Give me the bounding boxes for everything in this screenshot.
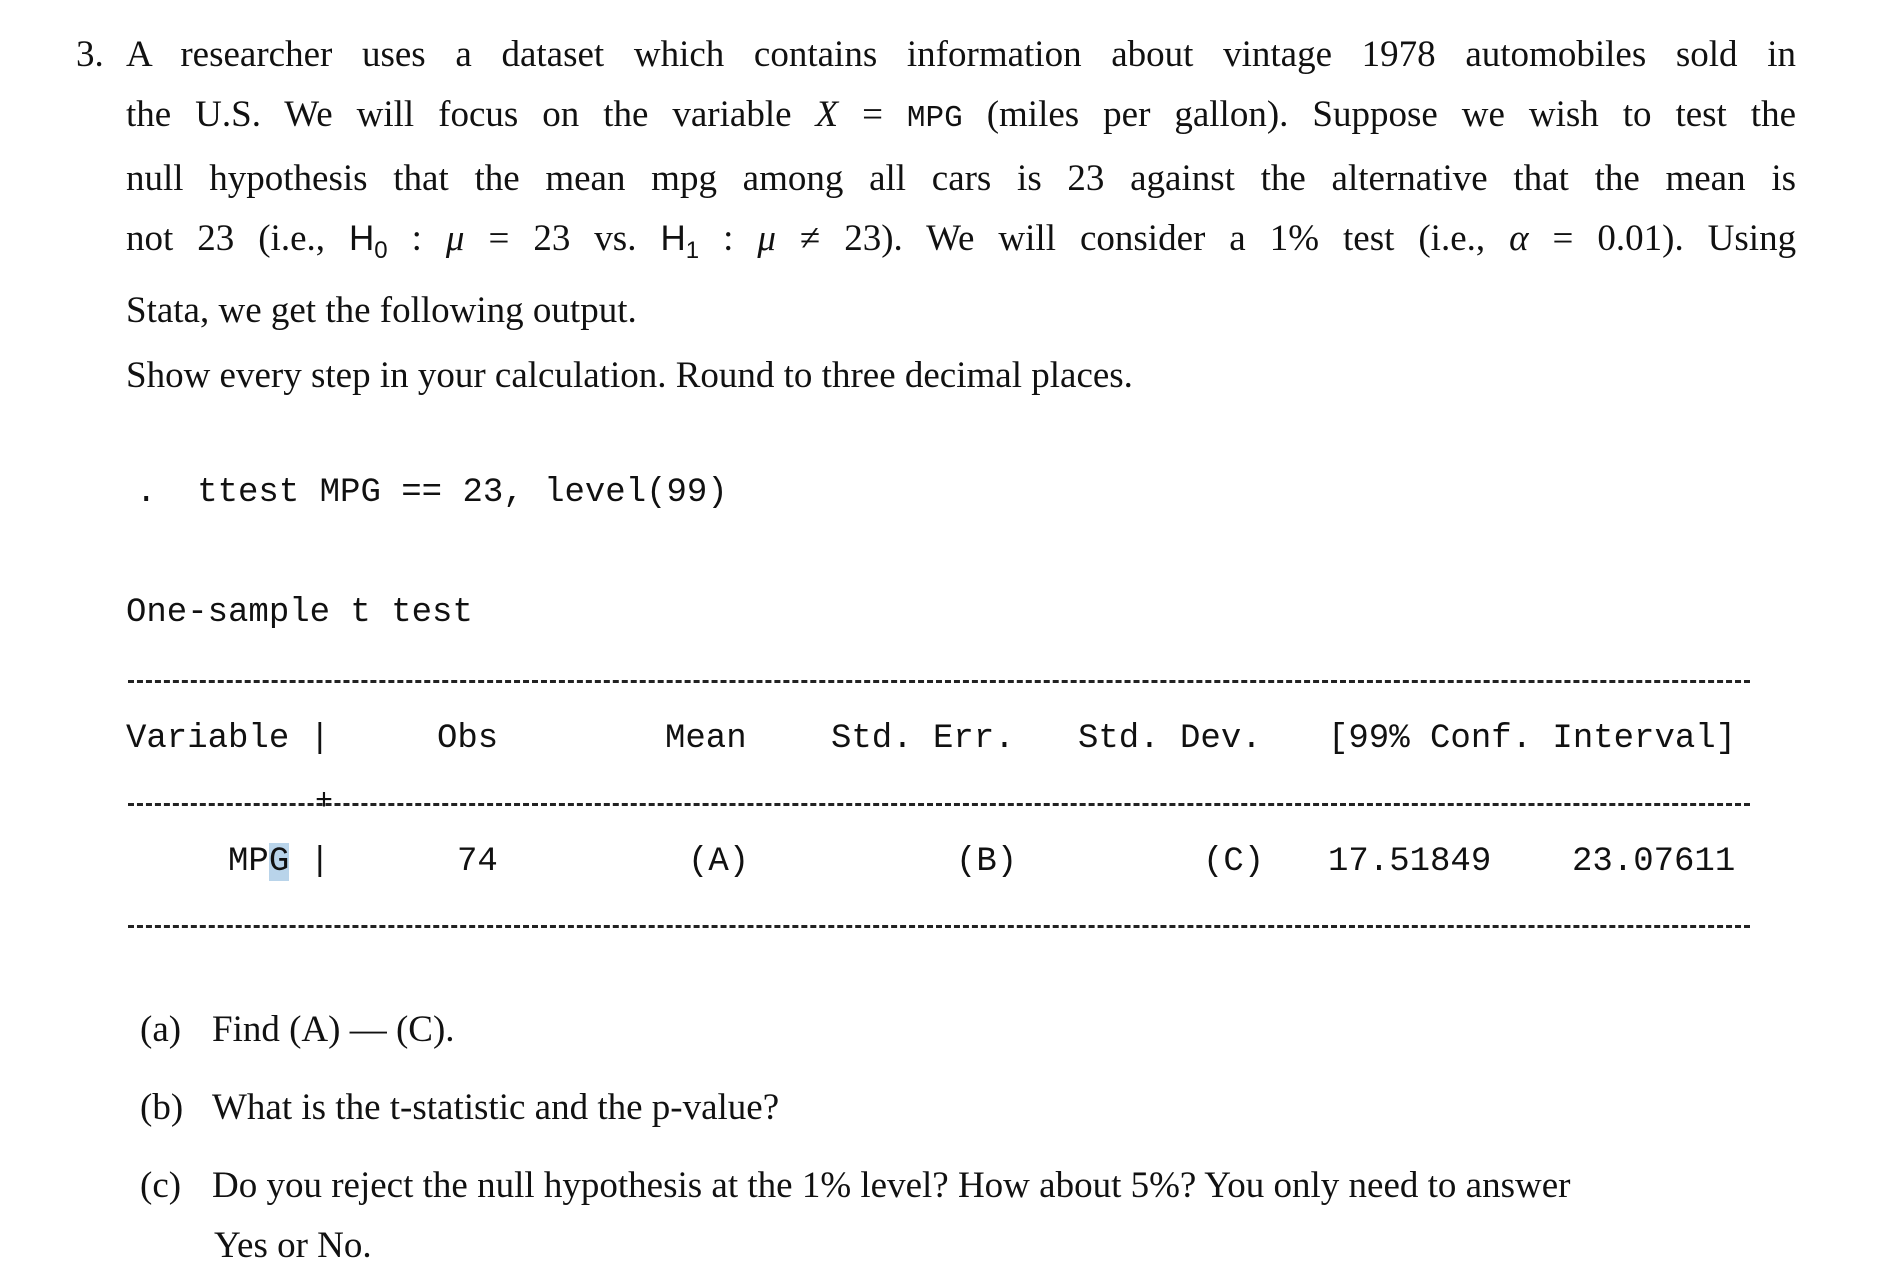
- question-c: [140, 1156, 1570, 1276]
- header-mean: Mean: [665, 720, 747, 758]
- problem-text: [126, 25, 1796, 341]
- row-ci-high: 23.07611: [1572, 843, 1736, 881]
- problem-number: 3.: [76, 34, 104, 75]
- table-rule-top: [128, 680, 1750, 683]
- problem-line-2: the U.S. We will focus on the variable X = MPG (miles per gallon). Suppose we wish to test the: [126, 94, 1797, 136]
- stata-prompt: .: [136, 474, 157, 512]
- header-std-err: Std. Err.: [831, 720, 1015, 758]
- math-variable-x: X: [815, 94, 839, 135]
- text-selection-highlight: G: [268, 843, 290, 881]
- question-a: [140, 1000, 455, 1060]
- question-label: (a): [140, 1009, 182, 1050]
- question-text: Do you reject the null hypothesis at the 1% level? How about 5%? You only need to answer: [212, 1165, 1571, 1206]
- problem-line-3: null hypothesis that the mean mpg among all cars is 23 against the alternative that the mean is: [126, 158, 1796, 199]
- question-b: [140, 1078, 779, 1138]
- question-label: (c): [140, 1165, 182, 1206]
- math-h1: $H_1$: [660, 219, 700, 264]
- header-conf-interval: [99% Conf. Interval]: [1328, 720, 1737, 758]
- header-std-dev: Std. Dev.: [1078, 720, 1262, 758]
- question-text: Find (A) — (C).: [212, 1009, 455, 1050]
- header-obs: Obs: [437, 720, 499, 758]
- row-std-err-blank: (B): [956, 843, 1018, 881]
- table-rule-junction: +: [315, 785, 334, 819]
- stata-command-text: ttest MPG == 23, level(99): [197, 474, 728, 512]
- problem-line-1: A researcher uses a dataset which contains information about vintage 1978 automobiles sold in: [126, 34, 1796, 75]
- row-std-dev-blank: (C): [1203, 843, 1265, 881]
- math-alpha: α: [1509, 218, 1529, 259]
- table-rule-bottom: [128, 925, 1750, 928]
- row-variable: MPG |: [228, 843, 331, 881]
- row-mean-blank: (A): [688, 843, 750, 881]
- table-rule-middle: [128, 803, 1750, 806]
- math-equals: =: [862, 94, 883, 135]
- instruction-text: Show every step in your calculation. Round to three decimal places.: [126, 355, 1133, 396]
- problem-line-4: not 23 (i.e., $H_0$ : μ = 23 vs. $H_1$ : μ ≠ 23). We will consider a 1% test (i.e., α = 0.01). Using: [126, 218, 1797, 264]
- question-text: What is the t-statistic and the p-value?: [212, 1087, 780, 1128]
- header-variable: Variable |: [126, 720, 331, 758]
- math-h0: $H_0$: [349, 219, 388, 264]
- row-obs: 74: [457, 843, 498, 881]
- question-continuation: Yes or No.: [214, 1225, 372, 1266]
- math-not-equal: ≠: [799, 218, 821, 259]
- stata-command: [136, 474, 728, 512]
- problem-line-5: Stata, we get the following output.: [126, 290, 637, 331]
- math-variable-mpg: MPG: [906, 101, 963, 136]
- row-ci-low: 17.51849: [1328, 843, 1492, 881]
- stata-output-title: One-sample t test: [126, 594, 473, 632]
- question-label: (b): [140, 1087, 184, 1128]
